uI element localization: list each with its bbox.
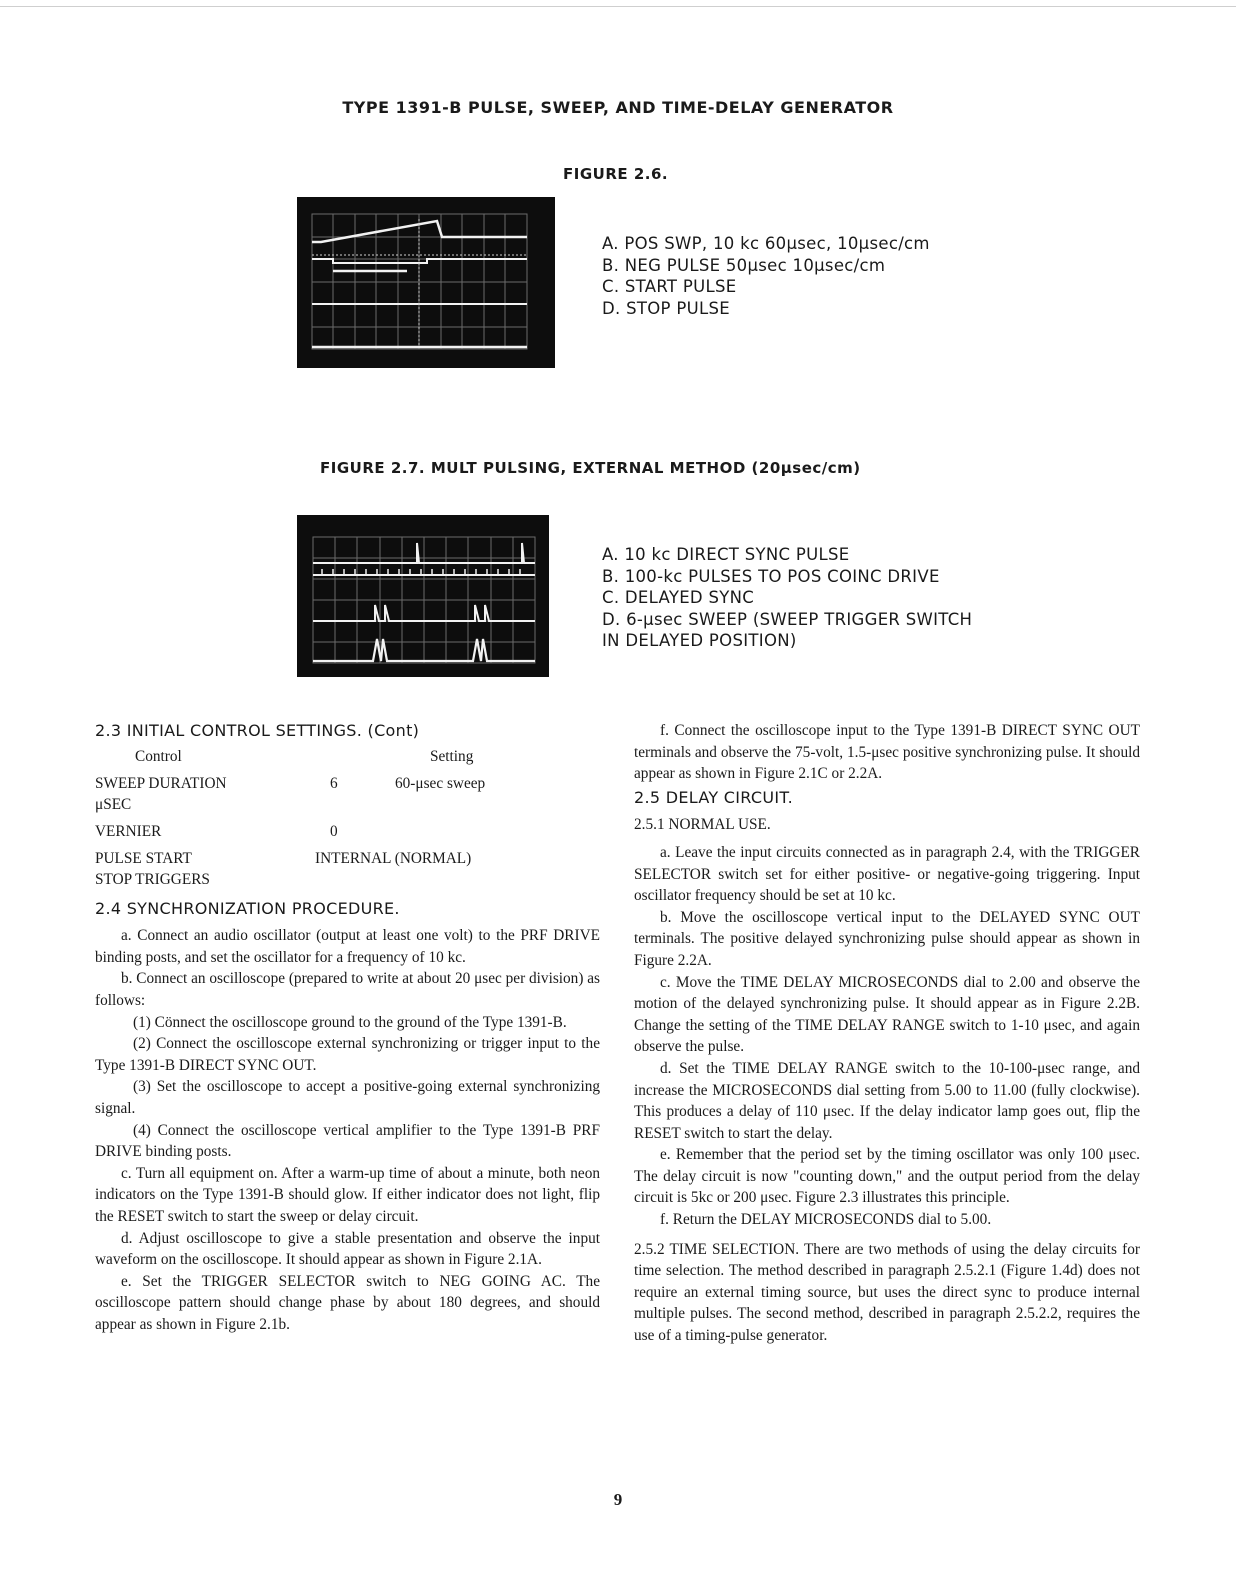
- control-settings-table: [95, 746, 600, 890]
- section-2-4-heading: 2.4 SYNCHRONIZATION PROCEDURE.: [95, 898, 400, 918]
- paragraph-b: b. Connect an oscilloscope (prepared to write at about 20 μsec per division) as follows:: [95, 970, 600, 1009]
- control-column-header: Control: [135, 747, 182, 765]
- paragraph-f: f. Connect the oscilloscope input to the Type 1391-B DIRECT SYNC OUT terminals and observe the 75-volt, 1.5-μsec positive synchronizing pulse. It should appear as shown in Figure 2.1C or 2.2A.: [634, 722, 1140, 783]
- figure-2-6-oscillogram: [297, 197, 555, 368]
- paragraph-b4: (4) Connect the oscilloscope vertical amplifier to the Type 1391-B PRF DRIVE binding posts.: [95, 1121, 600, 1161]
- paragraph-b2: (2) Connect the oscilloscope external synchronizing or trigger input to the Type 1391-B DIRECT SYNC OUT.: [95, 1035, 600, 1074]
- paragraph-d: d. Set the TIME DELAY RANGE switch to the 10-100-μsec range, and increase the MICROSECONDS dial setting from 5.00 to 11.00 (fully clockwise). This produces a delay of 110 μsec. If the delay indicator lamp goes out, flip the RESET switch to start the delay.: [634, 1059, 1140, 1142]
- caption-a: A. 10 kc DIRECT SYNC PULSE: [602, 545, 850, 564]
- paragraph-e: e. Remember that the period set by the timing oscillator was only 100 μsec. The delay circuit is now "counting down," and the output period from the delay circuit is 5kc or 200 μsec. Figure 2.3 illustrates this principle.: [634, 1146, 1140, 1207]
- caption-c: C. DELAYED SYNC: [602, 588, 755, 607]
- caption-d: D. STOP PULSE: [602, 298, 730, 318]
- paragraph-b1: (1) Cönnect the oscilloscope ground to the ground of the Type 1391-B.: [133, 1013, 567, 1031]
- caption-b: B. 100-kc PULSES TO POS COINC DRIVE: [602, 566, 940, 586]
- paragraph-a: a. Leave the input circuits connected as in paragraph 2.4, with the TRIGGER SELECTOR switch set for either positive- or negative-going triggering. Input oscillator frequency should be set at 10 kc.: [634, 843, 1140, 905]
- caption-d-continued: IN DELAYED POSITION): [602, 631, 797, 650]
- figure-2-7-title: FIGURE 2.7. MULT PULSING, EXTERNAL METHOD (20μsec/cm): [320, 459, 861, 477]
- table-row: PULSE START STOP TRIGGERS INTERNAL (NORMAL): [95, 849, 472, 888]
- figure-2-6-captions: [602, 233, 930, 319]
- top-rule: [0, 6, 1236, 7]
- paragraph-b3: (3) Set the oscilloscope to accept a positive-going external synchronizing signal.: [95, 1078, 600, 1117]
- paragraph-f-return: f. Return the DELAY MICROSECONDS dial to 5.00.: [660, 1211, 992, 1229]
- paragraph-a: a. Connect an audio oscillator (output at least one volt) to the PRF DRIVE binding posts, and set the oscillator for a frequency of 10 kc.: [95, 927, 600, 966]
- section-2-5-1-heading: 2.5.1 NORMAL USE.: [634, 816, 771, 834]
- section-2-3-heading: 2.3 INITIAL CONTROL SETTINGS. (Cont): [95, 721, 420, 740]
- caption-a: A. POS SWP, 10 kc 60μsec, 10μsec/cm: [602, 234, 930, 253]
- section-2-5-2-paragraph: 2.5.2 TIME SELECTION. There are two methods of using the delay circuits for time selection. The method described in paragraph 2.5.2.1 (Figure 1.4d) does not require an external timing source, but uses the direct sync to produce internal multiple pulses. The second method, described in paragraph 2.5.2.2, requires the use of a timing-pulse generator.: [634, 1240, 1140, 1345]
- section-2-5-heading: 2.5 DELAY CIRCUIT.: [634, 787, 793, 807]
- paragraph-d: d. Adjust oscilloscope to give a stable presentation and observe the input waveform on the oscilloscope. It should appear as shown in Figure 2.1A.: [95, 1229, 600, 1269]
- page-header: TYPE 1391-B PULSE, SWEEP, AND TIME-DELAY GENERATOR: [342, 98, 894, 117]
- paragraph-c: c. Move the TIME DELAY MICROSECONDS dial to 2.00 and observe the motion of the delayed synchronizing pulse. It should appear as in Figure 2.2B. Change the setting of the TIME DELAY RANGE switch to 1-10 μsec, and again observe the pulse.: [634, 973, 1140, 1056]
- table-row: SWEEP DURATION μSEC 6 60-μsec sweep: [95, 774, 486, 813]
- left-column: [95, 720, 600, 1335]
- table-row: VERNIER 0: [95, 822, 338, 840]
- right-column: [634, 720, 1140, 1347]
- caption-d: D. 6-μsec SWEEP (SWEEP TRIGGER SWITCH: [602, 609, 973, 629]
- figure-2-7-captions: [602, 544, 972, 652]
- paragraph-c: c. Turn all equipment on. After a warm-up time of about a minute, both neon indicators on the Type 1391-B should glow. If either indicator does not light, flip the RESET switch to start the sweep or delay circuit.: [95, 1164, 600, 1225]
- caption-c: C. START PULSE: [602, 277, 737, 296]
- figure-2-7-oscillogram: [297, 515, 549, 677]
- figure-2-6-title: FIGURE 2.6.: [563, 165, 669, 183]
- caption-b: B. NEG PULSE 50μsec 10μsec/cm: [602, 255, 886, 275]
- paragraph-b: b. Move the oscilloscope vertical input to the DELAYED SYNC OUT terminals. The positive delayed synchronizing pulse should appear as shown in Figure 2.2A.: [634, 908, 1140, 969]
- page-number: 9: [613, 1490, 623, 1509]
- paragraph-e: e. Set the TRIGGER SELECTOR switch to NEG GOING AC. The oscilloscope pattern should change phase by about 180 degrees, and should appear as shown in Figure 2.1b.: [95, 1272, 600, 1333]
- setting-column-header: Setting: [430, 747, 474, 765]
